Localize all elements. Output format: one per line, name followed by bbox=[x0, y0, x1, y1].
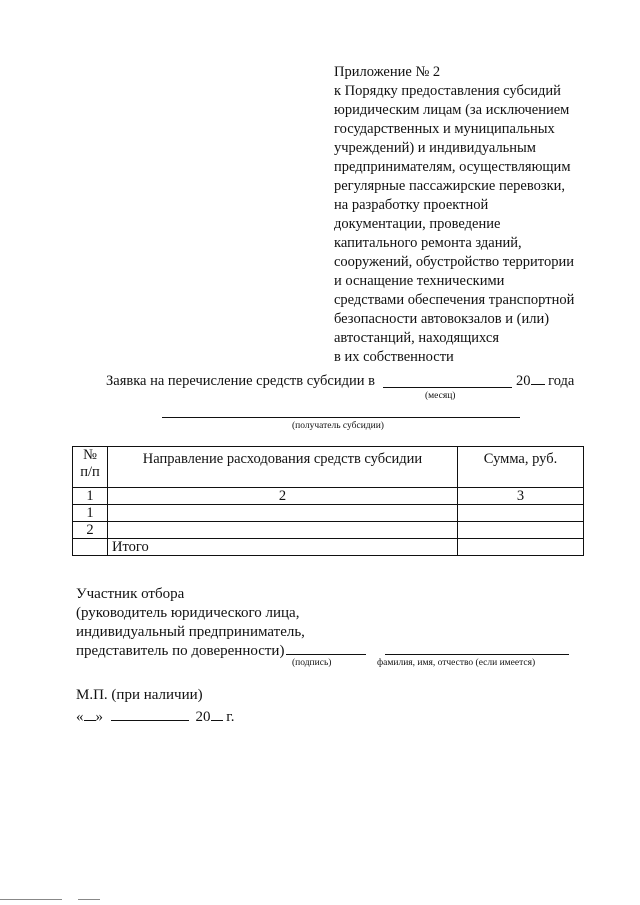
row-number: 1 bbox=[73, 505, 108, 522]
month-caption: (месяц) bbox=[425, 391, 456, 401]
table-header-row bbox=[73, 447, 584, 488]
date-quote-close: » bbox=[95, 709, 103, 725]
recipient-blank-line[interactable] bbox=[162, 417, 520, 418]
appendix-line: капитального ремонта зданий, bbox=[334, 235, 522, 251]
month-blank[interactable] bbox=[111, 708, 189, 721]
row-direction[interactable] bbox=[108, 522, 458, 539]
participant-line: Участник отбора bbox=[76, 586, 185, 602]
row-sum[interactable] bbox=[458, 505, 584, 522]
header-number-line1: № bbox=[83, 447, 97, 463]
numbering-cell: 2 bbox=[108, 488, 458, 505]
header-sum: Сумма, руб. bbox=[458, 447, 584, 488]
appendix-line: регулярные пассажирские перевозки, bbox=[334, 178, 566, 194]
table-row bbox=[73, 505, 584, 522]
month-blank-line[interactable] bbox=[383, 387, 512, 388]
scan-artifact-line bbox=[0, 899, 62, 900]
date-quote-open: « bbox=[76, 709, 84, 725]
appendix-line: на разработку проектной bbox=[334, 197, 489, 213]
header-direction: Направление расходования средств субсидии bbox=[108, 447, 458, 488]
participant-block bbox=[76, 585, 305, 661]
year-prefix: 20 bbox=[516, 373, 531, 389]
row-direction[interactable] bbox=[108, 505, 458, 522]
row-number: 2 bbox=[73, 522, 108, 539]
header-number-line2: п/п bbox=[80, 464, 100, 480]
table-row bbox=[73, 522, 584, 539]
scan-artifact-line bbox=[78, 899, 100, 900]
name-line[interactable] bbox=[385, 654, 569, 655]
appendix-line: документации, проведение bbox=[334, 216, 501, 232]
stamp-label: М.П. (при наличии) bbox=[76, 687, 203, 703]
appendix-line: в их собственности bbox=[334, 349, 454, 365]
name-caption: фамилия, имя, отчество (если имеется) bbox=[377, 658, 536, 668]
appendix-line: юридическим лицам (за исключением bbox=[334, 102, 570, 118]
total-number bbox=[73, 539, 108, 556]
date-year-prefix: 20 bbox=[195, 709, 211, 725]
appendix-block bbox=[334, 63, 604, 367]
appendix-line: к Порядку предоставления субсидий bbox=[334, 83, 561, 99]
appendix-line: Приложение № 2 bbox=[334, 64, 441, 80]
numbering-cell: 1 bbox=[73, 488, 108, 505]
numbering-cell: 3 bbox=[458, 488, 584, 505]
recipient-caption: (получатель субсидии) bbox=[292, 421, 384, 431]
signature-line[interactable] bbox=[286, 654, 366, 655]
appendix-line: сооружений, обустройство территории bbox=[334, 254, 574, 270]
year-suffix: года bbox=[548, 373, 575, 389]
appendix-line: государственных и муниципальных bbox=[334, 121, 555, 137]
subsidy-table bbox=[72, 446, 584, 556]
table-numbering-row bbox=[73, 488, 584, 505]
total-sum[interactable] bbox=[458, 539, 584, 556]
date-line bbox=[76, 708, 234, 727]
appendix-line: безопасности автовокзалов и (или) bbox=[334, 311, 550, 327]
day-blank[interactable] bbox=[84, 708, 96, 721]
participant-line: представитель по доверенности) bbox=[76, 643, 285, 659]
appendix-line: автостанций, находящихся bbox=[334, 330, 499, 346]
request-title: Заявка на перечисление средств субсидии в bbox=[106, 373, 375, 389]
signature-caption: (подпись) bbox=[292, 658, 332, 668]
appendix-line: средствами обеспечения транспортной bbox=[334, 292, 575, 308]
header-number bbox=[73, 447, 108, 488]
date-year-suffix: г. bbox=[226, 709, 235, 725]
appendix-line: и оснащение техническими bbox=[334, 273, 505, 289]
year-blank[interactable] bbox=[531, 372, 545, 385]
participant-line: индивидуальный предприниматель, bbox=[76, 624, 305, 640]
table-total-row bbox=[73, 539, 584, 556]
request-year bbox=[516, 372, 574, 391]
participant-line: (руководитель юридического лица, bbox=[76, 605, 300, 621]
total-label: Итого bbox=[108, 539, 458, 556]
date-year-blank[interactable] bbox=[211, 708, 223, 721]
appendix-line: предпринимателям, осуществляющим bbox=[334, 159, 571, 175]
appendix-line: учреждений) и индивидуальным bbox=[334, 140, 536, 156]
row-sum[interactable] bbox=[458, 522, 584, 539]
